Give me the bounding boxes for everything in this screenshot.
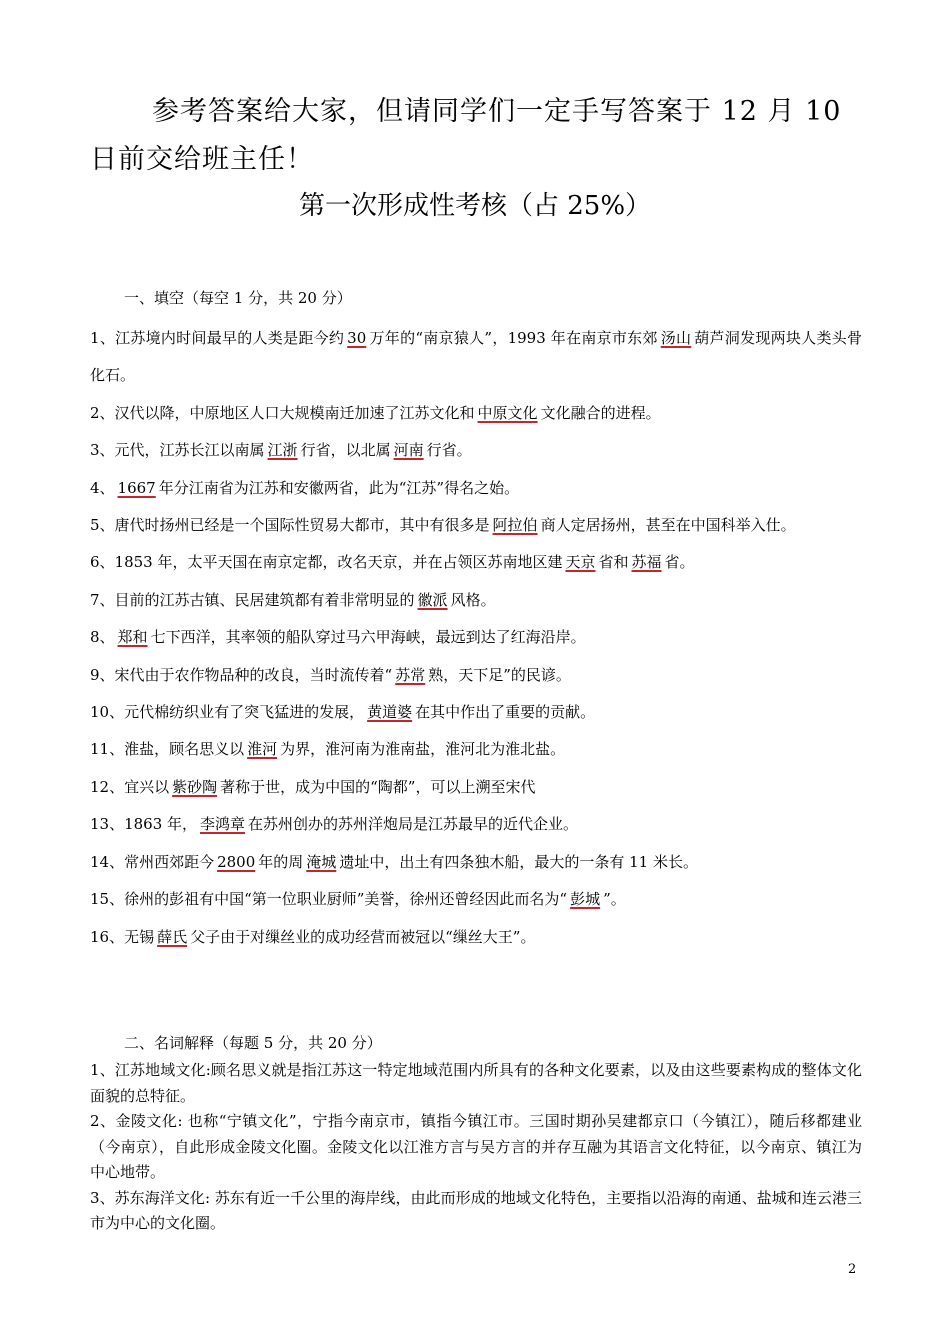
definition-item: 3、苏东海洋文化: 苏东有近一千公里的海岸线，由此而形成的地域文化特色，主要指以沿海的南通、盐城和连云港三市为中心的文化圈。 — [90, 1188, 862, 1232]
answer-blank: 黄道婆 — [367, 703, 413, 722]
question-item: 15、徐州的彭祖有中国“第一位职业厨师”美誉，徐州还曾经因此而名为“ 彭城 ”。 — [90, 890, 626, 909]
section-heading-definitions: 二、名词解释（每题 5 分，共 20 分） — [124, 1034, 382, 1052]
answer-blank: 1667 — [117, 478, 156, 497]
definition-item: 1、江苏地域文化:顾名思义就是指江苏这一特定地域范围内所具有的各种文化要素，以及由这些要素构成的整体文化面貌的总特征。 — [90, 1061, 862, 1105]
answer-blank: 阿拉伯 — [492, 516, 538, 535]
question-item: 4、 1667 年分江南省为江苏和安徽两省，此为“江苏”得名之始。 — [90, 478, 520, 497]
answer-blank: 淹城 — [306, 852, 337, 871]
answer-blank: 淮河 — [247, 740, 278, 759]
answer-blank: 2800 — [217, 852, 256, 871]
question-item: 7、目前的江苏古镇、民居建筑都有着非常明显的 徽派 风格。 — [90, 590, 496, 609]
answer-blank: 江浙 — [267, 441, 298, 460]
question-item: 14、常州西郊距今 2800 年的周 淹城 遗址中，出土有四条独木船，最大的一条有 11 米长。 — [90, 852, 698, 871]
question-item: 5、唐代时扬州已经是一个国际性贸易大都市，其中有很多是 阿拉伯 商人定居扬州，甚至在中国科举入仕。 — [90, 516, 796, 535]
question-item: 3、元代，江苏长江以南属 江浙 行省，以北属 河南 行省。 — [90, 441, 472, 460]
question-item: 11、淮盐，顾名思义以 淮河 为界，淮河南为淮南盐，淮河北为淮北盐。 — [90, 740, 566, 759]
question-item: 16、无锡 薛氏 父子由于对缫丝业的成功经营而被冠以“缫丝大王”。 — [90, 927, 536, 946]
answer-blank: 郑和 — [117, 628, 148, 647]
answer-blank: 彭城 — [570, 890, 601, 909]
definition-item: 2、金陵文化: 也称“宁镇文化”，宁指今南京市，镇指今镇江市。三国时期孙吴建都京口（今镇江），随后移都建业（今南京），自此形成金陵文化圈。金陵文化以江淮方言与吴方言的并存互融为其语言文化特征，以今南京、镇江为中心地带。 — [90, 1112, 862, 1181]
answer-blank: 汤山 — [660, 329, 692, 347]
answer-blank: 紫砂陶 — [172, 777, 218, 796]
answer-blank: 李鸿章 — [200, 815, 246, 834]
page-number: 2 — [848, 1262, 857, 1277]
fill-blank-list — [90, 320, 862, 956]
question-item: 2、汉代以降，中原地区人口大规模南迁加速了江苏文化和 中原文化 文化融合的进程。 — [90, 403, 661, 422]
question-item: 9、宋代由于农作物品种的改良，当时流传着“ 苏常 熟，天下足”的民谚。 — [90, 665, 571, 684]
answer-blank: 薛氏 — [157, 927, 188, 946]
answer-blank: 徽派 — [417, 590, 448, 609]
notice-text: 参考答案给大家，但请同学们一定手写答案于 12 月 10 日前交给班主任！ — [90, 96, 842, 175]
answer-blank: 30 — [347, 329, 367, 347]
page-title: 第一次形成性考核（占 25%） — [298, 191, 652, 221]
answer-blank: 苏常 — [395, 665, 426, 684]
answer-blank: 苏福 — [631, 553, 662, 572]
answer-blank: 河南 — [393, 441, 424, 460]
section-heading-fill-blank: 一、填空（每空 1 分，共 20 分） — [124, 289, 352, 307]
question-item: 6、1853 年，太平天国在南京定都，改名天京，并在占领区苏南地区建 天京 省和 苏福 省。 — [90, 553, 695, 572]
answer-blank: 天京 — [565, 553, 596, 572]
question-item: 8、 郑和 七下西洋，其率领的船队穿过马六甲海峡，最远到达了红海沿岸。 — [90, 628, 586, 647]
answer-blank: 中原文化 — [477, 403, 538, 422]
question-item: 12、宜兴以 紫砂陶 著称于世，成为中国的“陶都”，可以上溯至宋代 — [90, 777, 536, 796]
question-item: 10、元代棉纺织业有了突飞猛进的发展， 黄道婆 在其中作出了重要的贡献。 — [90, 703, 596, 722]
question-item: 1、江苏境内时间最早的人类是距今约 30 万年的“南京猿人”，1993 年在南京市东郊 汤山 葫芦洞发现两块人类头骨化石。 — [90, 329, 862, 385]
definition-list — [90, 1058, 862, 1237]
question-item: 13、1863 年， 李鸿章 在苏州创办的苏州洋炮局是江苏最早的近代企业。 — [90, 815, 579, 834]
